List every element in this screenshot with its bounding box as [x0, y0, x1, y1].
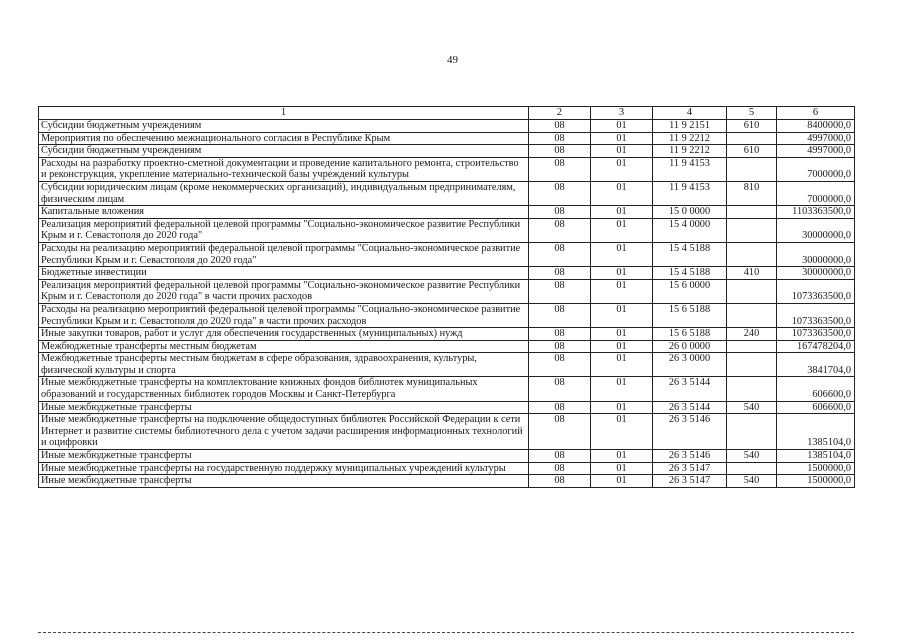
amount-cell: 1500000,0: [777, 462, 855, 475]
table-body: [39, 107, 855, 488]
table-row: [39, 242, 855, 266]
subsection-code-cell: 01: [591, 120, 653, 133]
expense-name-cell: Иные закупки товаров, работ и услуг для обеспечения государственных (муниципальных) нужд: [39, 328, 529, 341]
amount-cell: 1073363500,0: [777, 303, 855, 327]
table-header-row: [39, 107, 855, 120]
table-row: [39, 401, 855, 414]
expense-type-cell: 410: [727, 267, 777, 280]
target-article-cell: 15 6 5188: [653, 328, 727, 341]
section-code-cell: 08: [529, 328, 591, 341]
expense-name-cell: Иные межбюджетные трансферты: [39, 401, 529, 414]
subsection-code-cell: 01: [591, 157, 653, 181]
amount-cell: 1385104,0: [777, 414, 855, 450]
expense-name-cell: Субсидии юридическим лицам (кроме некоммерческих организаций), индивидуальным предпринимателям, физическим лицам: [39, 181, 529, 205]
expense-type-cell: [727, 414, 777, 450]
section-code-cell: 08: [529, 353, 591, 377]
column-header: 6: [777, 107, 855, 120]
section-code-cell: 08: [529, 462, 591, 475]
amount-cell: 167478204,0: [777, 340, 855, 353]
section-code-cell: 08: [529, 377, 591, 401]
amount-cell: 4997000,0: [777, 145, 855, 158]
section-code-cell: 08: [529, 303, 591, 327]
amount-cell: 7000000,0: [777, 157, 855, 181]
expense-type-cell: [727, 377, 777, 401]
target-article-cell: 11 9 4153: [653, 181, 727, 205]
section-code-cell: 08: [529, 242, 591, 266]
table-row: [39, 145, 855, 158]
amount-cell: 606600,0: [777, 377, 855, 401]
expense-name-cell: Субсидии бюджетным учреждениям: [39, 120, 529, 133]
target-article-cell: 26 3 5146: [653, 414, 727, 450]
table-row: [39, 267, 855, 280]
expense-name-cell: Расходы на разработку проектно-сметной документации и проведение капитального ремонта, строительство и реконструкция, укрепление материально-технической базы учреждений культуры: [39, 157, 529, 181]
expense-name-cell: Реализация мероприятий федеральной целевой программы "Социально-экономическое развитие Республики Крым и г. Севастополя до 2020 года": [39, 218, 529, 242]
expense-type-cell: [727, 279, 777, 303]
target-article-cell: 26 3 5144: [653, 401, 727, 414]
subsection-code-cell: 01: [591, 242, 653, 266]
target-article-cell: 11 9 2212: [653, 132, 727, 145]
expense-type-cell: 810: [727, 181, 777, 205]
expense-name-cell: Мероприятия по обеспечению межнационального согласия в Республике Крым: [39, 132, 529, 145]
table-row: [39, 377, 855, 401]
expense-type-cell: 610: [727, 145, 777, 158]
target-article-cell: 26 0 0000: [653, 340, 727, 353]
subsection-code-cell: 01: [591, 181, 653, 205]
table-row: [39, 157, 855, 181]
expense-type-cell: [727, 132, 777, 145]
expense-type-cell: [727, 242, 777, 266]
target-article-cell: 15 4 5188: [653, 267, 727, 280]
subsection-code-cell: 01: [591, 267, 653, 280]
target-article-cell: 26 3 5144: [653, 377, 727, 401]
subsection-code-cell: 01: [591, 132, 653, 145]
target-article-cell: 11 9 2151: [653, 120, 727, 133]
expense-name-cell: Субсидии бюджетным учреждениям: [39, 145, 529, 158]
section-code-cell: 08: [529, 218, 591, 242]
subsection-code-cell: 01: [591, 340, 653, 353]
expense-type-cell: [727, 303, 777, 327]
table-row: [39, 206, 855, 219]
section-code-cell: 08: [529, 120, 591, 133]
subsection-code-cell: 01: [591, 218, 653, 242]
expense-name-cell: Иные межбюджетные трансферты: [39, 450, 529, 463]
section-code-cell: 08: [529, 414, 591, 450]
subsection-code-cell: 01: [591, 475, 653, 488]
expense-name-cell: Капитальные вложения: [39, 206, 529, 219]
target-article-cell: 26 3 0000: [653, 353, 727, 377]
table-row: [39, 340, 855, 353]
subsection-code-cell: 01: [591, 206, 653, 219]
section-code-cell: 08: [529, 340, 591, 353]
section-code-cell: 08: [529, 475, 591, 488]
column-header: 4: [653, 107, 727, 120]
table-row: [39, 462, 855, 475]
table-row: [39, 120, 855, 133]
expense-type-cell: [727, 353, 777, 377]
amount-cell: 1500000,0: [777, 475, 855, 488]
section-code-cell: 08: [529, 267, 591, 280]
table-row: [39, 475, 855, 488]
subsection-code-cell: 01: [591, 145, 653, 158]
expense-type-cell: [727, 218, 777, 242]
expense-type-cell: 240: [727, 328, 777, 341]
section-code-cell: 08: [529, 132, 591, 145]
table-row: [39, 414, 855, 450]
section-code-cell: 08: [529, 206, 591, 219]
target-article-cell: 15 6 0000: [653, 279, 727, 303]
page-number: 49: [447, 54, 458, 66]
expense-name-cell: Межбюджетные трансферты местным бюджетам: [39, 340, 529, 353]
section-code-cell: 08: [529, 181, 591, 205]
table-row: [39, 218, 855, 242]
column-header: 2: [529, 107, 591, 120]
column-header: 1: [39, 107, 529, 120]
expense-name-cell: Расходы на реализацию мероприятий федеральной целевой программы "Социально-экономическое развитие Республики Крым и г. Севастополя до 2020 года": [39, 242, 529, 266]
amount-cell: 30000000,0: [777, 218, 855, 242]
target-article-cell: 15 4 5188: [653, 242, 727, 266]
expense-type-cell: 540: [727, 475, 777, 488]
subsection-code-cell: 01: [591, 279, 653, 303]
target-article-cell: 15 4 0000: [653, 218, 727, 242]
target-article-cell: 26 3 5147: [653, 462, 727, 475]
expense-type-cell: [727, 206, 777, 219]
section-code-cell: 08: [529, 401, 591, 414]
table-row: [39, 279, 855, 303]
expense-type-cell: [727, 462, 777, 475]
target-article-cell: 15 0 0000: [653, 206, 727, 219]
expense-name-cell: Бюджетные инвестиции: [39, 267, 529, 280]
table-row: [39, 450, 855, 463]
expense-name-cell: Иные межбюджетные трансферты на комплектование книжных фондов библиотек муниципальных образований и государственных библиотек городов Москвы и Санкт-Петербурга: [39, 377, 529, 401]
section-code-cell: 08: [529, 157, 591, 181]
table-row: [39, 328, 855, 341]
expense-type-cell: [727, 157, 777, 181]
expense-name-cell: Иные межбюджетные трансферты: [39, 475, 529, 488]
table-row: [39, 181, 855, 205]
target-article-cell: 15 6 5188: [653, 303, 727, 327]
expense-name-cell: Иные межбюджетные трансферты на государственную поддержку муниципальных учреждений культуры: [39, 462, 529, 475]
table-row: [39, 353, 855, 377]
amount-cell: 1103363500,0: [777, 206, 855, 219]
amount-cell: 1073363500,0: [777, 328, 855, 341]
expense-type-cell: 540: [727, 450, 777, 463]
subsection-code-cell: 01: [591, 377, 653, 401]
amount-cell: 30000000,0: [777, 242, 855, 266]
expense-type-cell: 540: [727, 401, 777, 414]
subsection-code-cell: 01: [591, 328, 653, 341]
table-row: [39, 132, 855, 145]
subsection-code-cell: 01: [591, 462, 653, 475]
column-header: 5: [727, 107, 777, 120]
target-article-cell: 26 3 5147: [653, 475, 727, 488]
amount-cell: 8400000,0: [777, 120, 855, 133]
target-article-cell: 26 3 5146: [653, 450, 727, 463]
section-code-cell: 08: [529, 450, 591, 463]
section-code-cell: 08: [529, 279, 591, 303]
amount-cell: 7000000,0: [777, 181, 855, 205]
subsection-code-cell: 01: [591, 450, 653, 463]
subsection-code-cell: 01: [591, 401, 653, 414]
target-article-cell: 11 9 2212: [653, 145, 727, 158]
expense-name-cell: Межбюджетные трансферты местным бюджетам в сфере образования, здравоохранения, культуры, физической культуры и спорта: [39, 353, 529, 377]
section-code-cell: 08: [529, 145, 591, 158]
amount-cell: 1385104,0: [777, 450, 855, 463]
subsection-code-cell: 01: [591, 303, 653, 327]
table-row: [39, 303, 855, 327]
target-article-cell: 11 9 4153: [653, 157, 727, 181]
amount-cell: 606600,0: [777, 401, 855, 414]
expense-name-cell: Иные межбюджетные трансферты на подключение общедоступных библиотек Российской Федерации к сети Интернет и развитие системы библиотечного дела с учетом задачи расширения информационных технологий и оцифровки: [39, 414, 529, 450]
amount-cell: 3841704,0: [777, 353, 855, 377]
expense-name-cell: Расходы на реализацию мероприятий федеральной целевой программы "Социально-экономическое развитие Республики Крым и г. Севастополя до 2020 года" в части прочих расходов: [39, 303, 529, 327]
amount-cell: 1073363500,0: [777, 279, 855, 303]
page-bottom-rule: [38, 632, 854, 633]
subsection-code-cell: 01: [591, 353, 653, 377]
expense-type-cell: 610: [727, 120, 777, 133]
column-header: 3: [591, 107, 653, 120]
amount-cell: 30000000,0: [777, 267, 855, 280]
budget-table: [38, 106, 855, 488]
expense-name-cell: Реализация мероприятий федеральной целевой программы "Социально-экономическое развитие Республики Крым и г. Севастополя до 2020 года" в части прочих расходов: [39, 279, 529, 303]
expense-type-cell: [727, 340, 777, 353]
subsection-code-cell: 01: [591, 414, 653, 450]
amount-cell: 4997000,0: [777, 132, 855, 145]
